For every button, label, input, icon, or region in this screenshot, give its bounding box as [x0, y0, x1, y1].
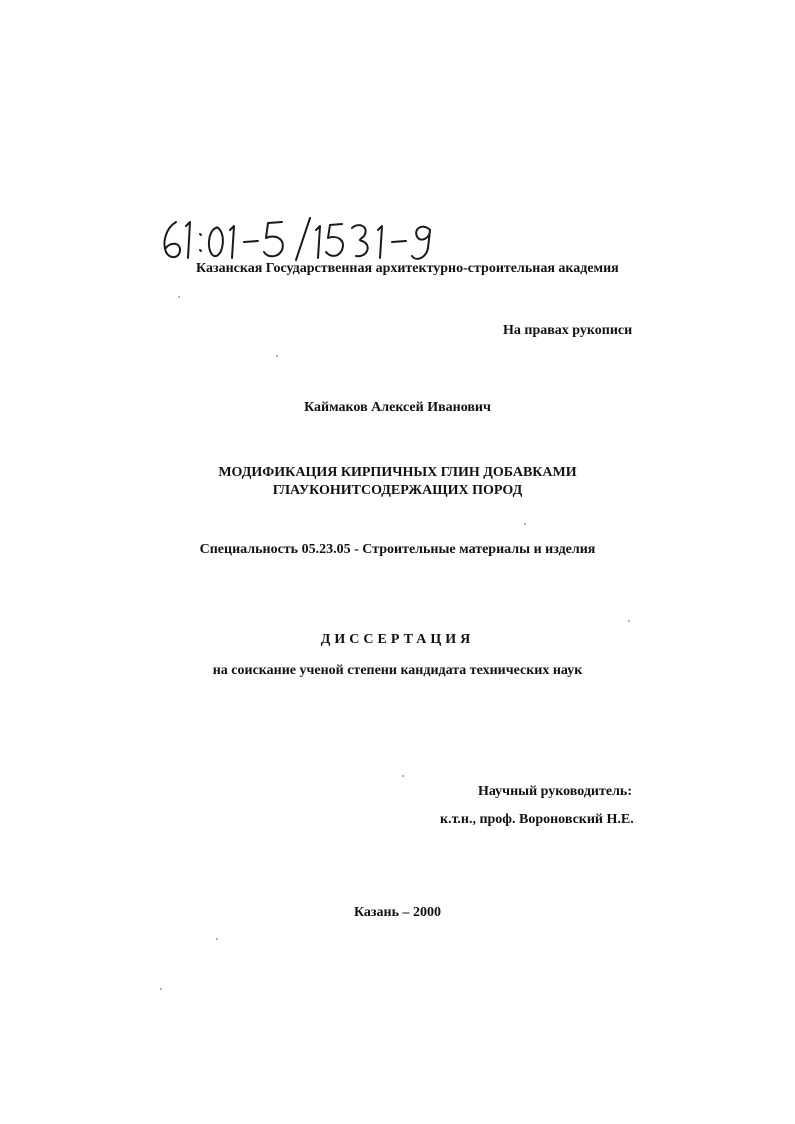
dissertation-title — [0, 464, 795, 500]
speciality: Специальность 05.23.05 - Строительные материалы и изделия — [199, 542, 596, 557]
city-year: Казань – 2000 — [353, 905, 442, 920]
supervisor-label: Научный руководитель: — [478, 784, 632, 799]
scan-speck — [402, 775, 404, 777]
institution-name: Казанская Государственная архитектурно-строительная академия — [196, 261, 619, 276]
scan-speck — [216, 938, 218, 940]
title-line-1: МОДИФИКАЦИЯ КИРПИЧНЫХ ГЛИН ДОБАВКАМИ — [218, 465, 577, 480]
scan-speck — [524, 523, 526, 525]
scan-speck — [276, 355, 278, 357]
rights-note: На правах рукописи — [503, 323, 633, 338]
document-type: ДИССЕРТАЦИЯ — [320, 632, 475, 647]
title-line-2: ГЛАУКОНИТСОДЕРЖАЩИХ ПОРОД — [272, 483, 523, 498]
degree-statement: на соискание ученой степени кандидата технических наук — [212, 663, 583, 678]
handwritten-archive-code — [158, 208, 458, 268]
scan-speck — [178, 296, 180, 298]
supervisor-name: к.т.н., проф. Вороновский Н.Е. — [440, 812, 634, 827]
scan-speck — [628, 620, 630, 622]
scan-speck — [160, 988, 162, 990]
author-name: Каймаков Алексей Иванович — [304, 400, 491, 415]
